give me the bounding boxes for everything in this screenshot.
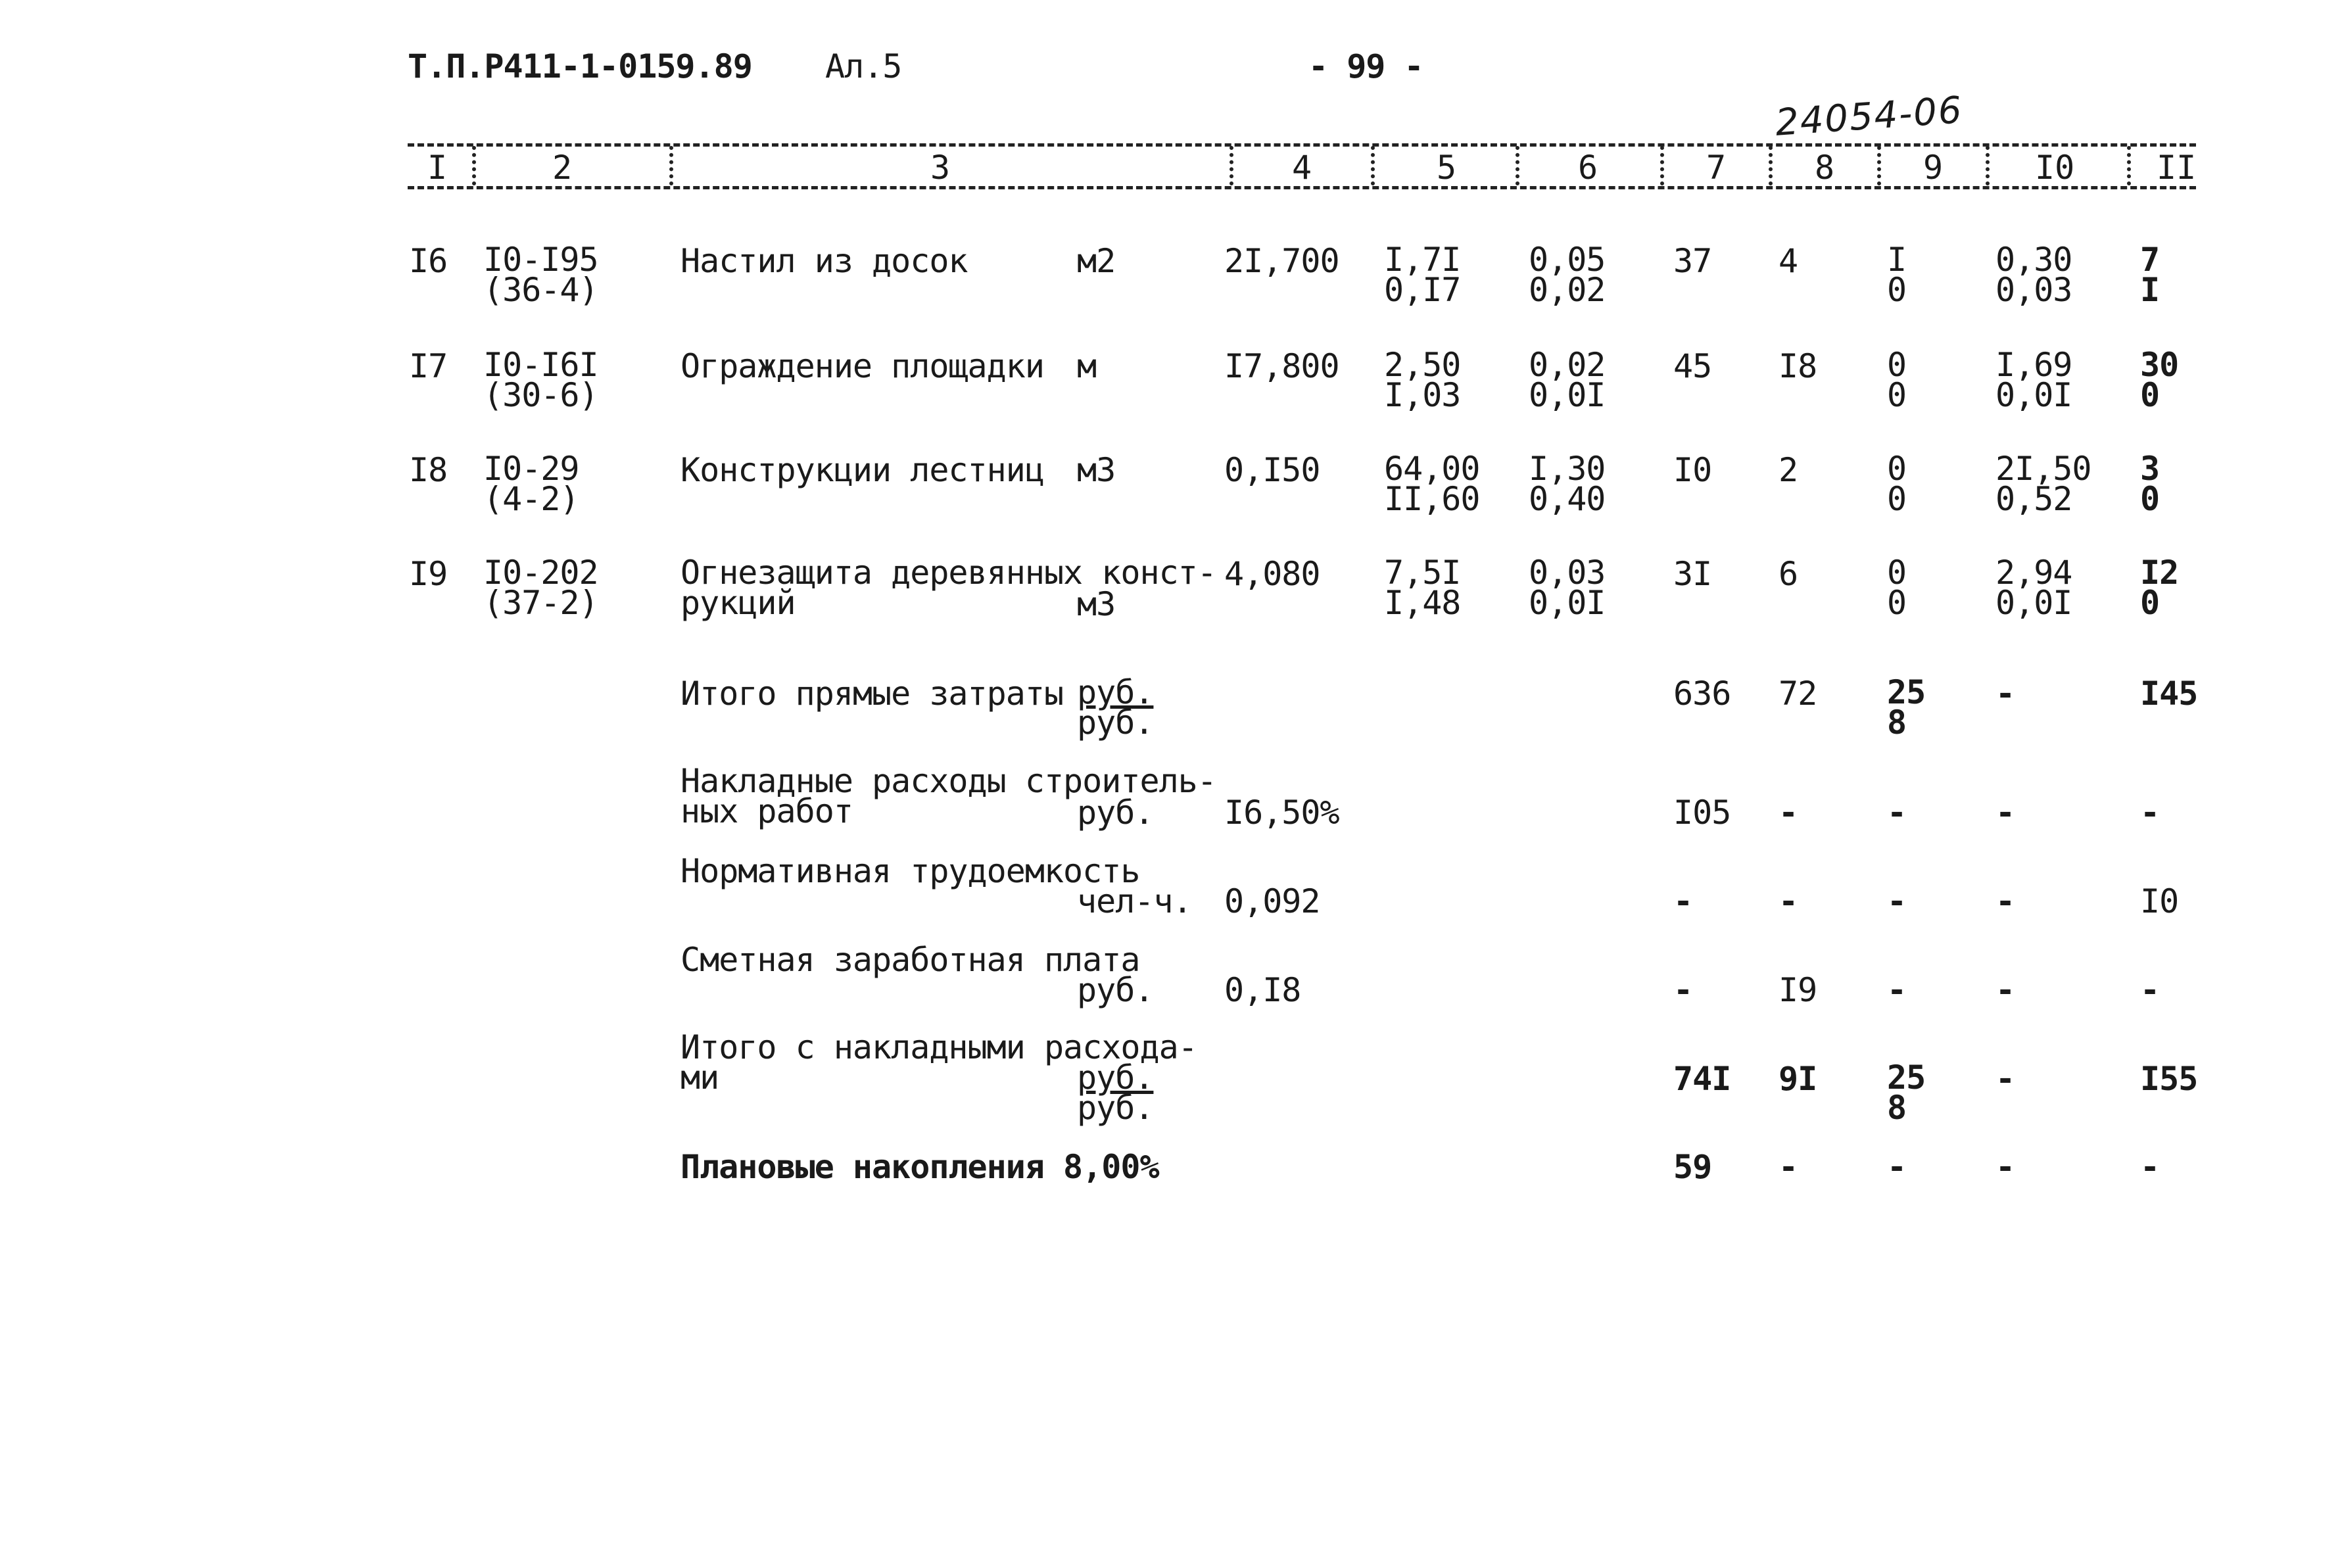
labor-total: I55 xyxy=(2140,1060,2198,1098)
labor-per-unit xyxy=(1995,450,2091,518)
totals-unit: руб. xyxy=(1077,794,1154,832)
column-separator xyxy=(2127,146,2131,185)
total-cost: - xyxy=(1673,882,1693,920)
norm-code-line: (37-2) xyxy=(483,584,598,622)
value-line: 8 xyxy=(1887,703,1907,742)
unit: м2 xyxy=(1077,242,1116,280)
label-line: Накладные расходы строитель- xyxy=(681,762,1216,800)
value-line: 0 xyxy=(2140,376,2160,414)
machine-total xyxy=(1887,1058,1926,1127)
quantity: 0,I8 xyxy=(1224,971,1301,1009)
labor-total: I45 xyxy=(2140,675,2198,713)
work-name: Конструкции лестниц xyxy=(681,451,1044,489)
value-line: 3 xyxy=(2140,450,2160,488)
labor-total: I0 xyxy=(2140,882,2179,920)
total-cost: 37 xyxy=(1673,242,1712,280)
column-separator xyxy=(669,146,673,185)
document-code: Т.П.Р411-1-0159.89 xyxy=(408,47,752,85)
column-separator xyxy=(1371,146,1375,185)
machine-total: - xyxy=(1887,971,1907,1009)
column-separator xyxy=(1516,146,1519,185)
total-cost: - xyxy=(1673,971,1693,1009)
value-line: 0,52 xyxy=(1995,480,2072,518)
labor-per-unit: - xyxy=(1995,1060,2015,1098)
work-name: Настил из досок xyxy=(681,242,968,280)
total-cost: 74I xyxy=(1673,1060,1731,1098)
labor-per-unit: - xyxy=(1995,882,2015,920)
column-number: I0 xyxy=(2035,149,2075,187)
norm-code-line: (4-2) xyxy=(483,480,579,518)
unit-line: руб. xyxy=(1077,703,1154,742)
row-number: I6 xyxy=(409,242,448,280)
total-cost: 45 xyxy=(1673,347,1712,385)
norm-code-line: (36-4) xyxy=(483,271,598,309)
value-line: 0 xyxy=(2140,480,2160,518)
column-number: 6 xyxy=(1578,149,1598,187)
total-cost: 636 xyxy=(1673,675,1731,713)
value-line: 2I,50 xyxy=(1995,450,2091,488)
column-separator xyxy=(1660,146,1664,185)
work-name-line: рукций xyxy=(681,584,796,622)
quantity: 2I,700 xyxy=(1224,242,1339,280)
label-line: ми xyxy=(681,1058,719,1097)
value-line: I,30 xyxy=(1529,450,1606,488)
wage-cost: - xyxy=(1779,794,1798,832)
machine-total xyxy=(1887,346,1907,414)
value-line: 8 xyxy=(1887,1089,1907,1127)
totals-label: Сметная заработная плата xyxy=(681,941,1140,979)
value-line: I,7I xyxy=(1384,241,1461,279)
value-line: 2,50 xyxy=(1384,346,1461,384)
value-line: 25 xyxy=(1887,673,1926,711)
quantity: 0,092 xyxy=(1224,882,1320,920)
column-number: 2 xyxy=(552,149,573,187)
value-line: 0,03 xyxy=(1995,271,2072,309)
machine-total: - xyxy=(1887,794,1907,832)
wage-cost: 72 xyxy=(1779,675,1817,713)
value-line: 0,05 xyxy=(1529,241,1606,279)
wage-cost: - xyxy=(1779,1148,1798,1186)
norm-code-line: I0-I95 xyxy=(483,241,598,279)
column-number: 5 xyxy=(1437,149,1457,187)
norm-code-line: I0-202 xyxy=(483,554,598,592)
column-number: I xyxy=(427,149,448,187)
value-line: 30 xyxy=(2140,346,2179,384)
work-name-line: Огнезащита деревянных конст- xyxy=(681,554,1216,592)
labor-per-unit: - xyxy=(1995,675,2015,713)
labor-per-unit: - xyxy=(1995,794,2015,832)
label-line: Итого с накладными расхода- xyxy=(681,1028,1197,1066)
value-line: II,60 xyxy=(1384,480,1480,518)
quantity: I7,800 xyxy=(1224,347,1339,385)
header-dashed-line-top xyxy=(408,143,2196,147)
handwritten-number: 24054-06 xyxy=(1774,89,1965,145)
value-line: 2,94 xyxy=(1995,554,2072,592)
value-line: I,48 xyxy=(1384,584,1461,622)
total-cost: 59 xyxy=(1673,1148,1712,1186)
value-line: 0,40 xyxy=(1529,480,1606,518)
label-line: ных работ xyxy=(681,792,853,830)
value-line: 0 xyxy=(1887,480,1907,518)
labor-per-unit: - xyxy=(1995,1148,2015,1186)
unit: м3 xyxy=(1077,451,1116,489)
column-separator xyxy=(1230,146,1233,185)
value-line: I,03 xyxy=(1384,376,1461,414)
machine-total xyxy=(1887,673,1926,742)
unit-cost xyxy=(1384,241,1461,309)
unit-cost xyxy=(1384,554,1461,622)
machine-cost xyxy=(1529,346,1606,414)
machine-cost xyxy=(1529,450,1606,518)
column-separator xyxy=(1769,146,1773,185)
value-line: 7 xyxy=(2140,241,2160,279)
machine-total xyxy=(1887,241,1907,309)
value-line: 0 xyxy=(2140,584,2160,622)
wage-cost: 6 xyxy=(1779,555,1798,593)
value-line: 0 xyxy=(1887,450,1907,488)
sheet-label: Ал.5 xyxy=(825,47,902,85)
norm-code-line: I0-I6I xyxy=(483,346,598,384)
unit-line: руб. xyxy=(1077,673,1154,711)
wage-cost: 2 xyxy=(1779,451,1798,489)
totals-label: Нормативная трудоемкость xyxy=(681,852,1140,890)
value-line: I xyxy=(1887,241,1907,279)
unit: м3 xyxy=(1077,585,1116,623)
column-number: 8 xyxy=(1815,149,1835,187)
column-number: 7 xyxy=(1706,149,1727,187)
wage-cost: 9I xyxy=(1779,1060,1817,1098)
unit-line: руб. xyxy=(1077,1058,1154,1097)
labor-total: - xyxy=(2140,1148,2160,1186)
column-number: 9 xyxy=(1923,149,1944,187)
total-cost: 3I xyxy=(1673,555,1712,593)
unit-cost xyxy=(1384,450,1480,518)
value-line: I2 xyxy=(2140,554,2179,592)
column-number: II xyxy=(2157,149,2197,187)
row-number: I8 xyxy=(409,451,448,489)
value-line: 0,02 xyxy=(1529,271,1606,309)
machine-total: - xyxy=(1887,882,1907,920)
labor-per-unit xyxy=(1995,241,2072,309)
quantity: I6,50% xyxy=(1224,794,1339,832)
wage-cost: I8 xyxy=(1779,347,1817,385)
value-line: 0,I7 xyxy=(1384,271,1461,309)
column-separator xyxy=(472,146,476,185)
wage-cost: 4 xyxy=(1779,242,1798,280)
value-line: 0 xyxy=(1887,554,1907,592)
labor-total xyxy=(2140,450,2160,518)
totals-unit xyxy=(1077,1058,1154,1127)
column-number: 3 xyxy=(930,149,951,187)
labor-total: - xyxy=(2140,794,2160,832)
value-line: 0,03 xyxy=(1529,554,1606,592)
column-number: 4 xyxy=(1292,149,1312,187)
norm-code-line: I0-29 xyxy=(483,450,579,488)
totals-label: Плановые накопления 8,00% xyxy=(681,1148,1159,1186)
labor-per-unit xyxy=(1995,346,2072,414)
value-line: 7,5I xyxy=(1384,554,1461,592)
unit-line: руб. xyxy=(1077,1089,1154,1127)
value-line: 0 xyxy=(1887,271,1907,309)
column-separator xyxy=(1986,146,1990,185)
totals-unit: чел-ч. xyxy=(1077,882,1192,920)
value-line: 0,30 xyxy=(1995,241,2072,279)
norm-code xyxy=(483,241,598,309)
unit-cost xyxy=(1384,346,1461,414)
column-separator xyxy=(1877,146,1881,185)
labor-per-unit xyxy=(1995,554,2072,622)
work-name xyxy=(681,554,1216,622)
labor-total xyxy=(2140,346,2179,414)
value-line: 0 xyxy=(1887,346,1907,384)
norm-code-line: (30-6) xyxy=(483,376,598,414)
value-line: 0 xyxy=(1887,376,1907,414)
totals-unit xyxy=(1077,673,1154,742)
work-name: Ограждение площадки xyxy=(681,347,1044,385)
row-number: I9 xyxy=(409,555,448,593)
page-number: - 99 - xyxy=(1308,47,1423,85)
value-line: 25 xyxy=(1887,1058,1926,1097)
norm-code xyxy=(483,554,598,622)
wage-cost: I9 xyxy=(1779,971,1817,1009)
wage-cost: - xyxy=(1779,882,1798,920)
value-line: 0 xyxy=(1887,584,1907,622)
norm-code xyxy=(483,450,579,518)
value-line: 0,0I xyxy=(1995,376,2072,414)
machine-total: - xyxy=(1887,1148,1907,1186)
row-number: I7 xyxy=(409,347,448,385)
labor-total: - xyxy=(2140,971,2160,1009)
unit: м xyxy=(1077,347,1097,385)
value-line: 0,0I xyxy=(1995,584,2072,622)
total-cost: I05 xyxy=(1673,794,1731,832)
totals-unit: руб. xyxy=(1077,971,1154,1009)
machine-cost xyxy=(1529,554,1606,622)
labor-total xyxy=(2140,554,2179,622)
value-line: 0,0I xyxy=(1529,584,1606,622)
total-cost: I0 xyxy=(1673,451,1712,489)
value-line: I xyxy=(2140,271,2160,309)
norm-code xyxy=(483,346,598,414)
machine-total xyxy=(1887,554,1907,622)
value-line: 0,02 xyxy=(1529,346,1606,384)
labor-per-unit: - xyxy=(1995,971,2015,1009)
totals-label: Итого прямые затраты xyxy=(681,675,1064,713)
labor-total xyxy=(2140,241,2160,309)
value-line: I,69 xyxy=(1995,346,2072,384)
quantity: 4,080 xyxy=(1224,555,1320,593)
machine-cost xyxy=(1529,241,1606,309)
value-line: 0,0I xyxy=(1529,376,1606,414)
value-line: 64,00 xyxy=(1384,450,1480,488)
machine-total xyxy=(1887,450,1907,518)
quantity: 0,I50 xyxy=(1224,451,1320,489)
